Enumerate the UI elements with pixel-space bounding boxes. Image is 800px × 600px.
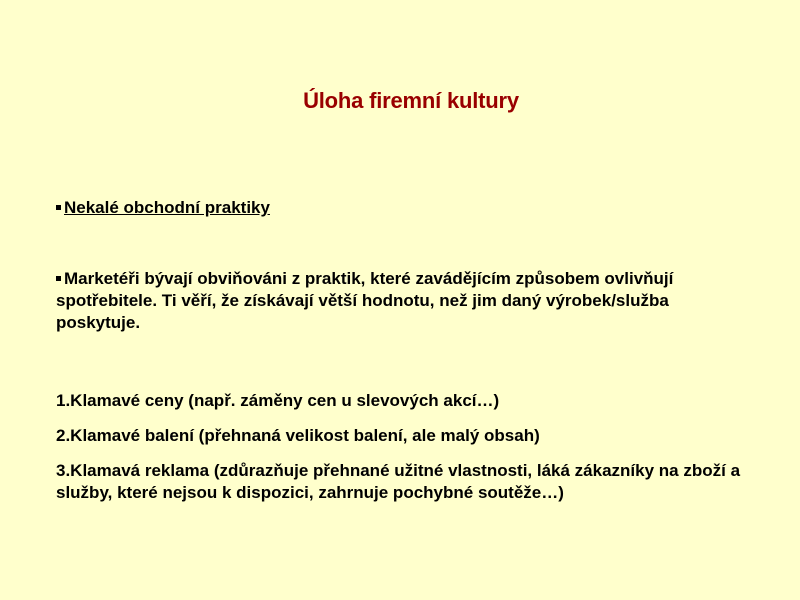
- list-item-1: 1.Klamavé ceny (např. záměny cen u slevových akcí…): [56, 391, 500, 410]
- intro-text: Marketéři bývají obviňováni z praktik, které zavádějícím způsobem ovlivňují spotřebitele. Ti věří, že získávají větší hodnotu, než jim daný výrobek/služba poskytuje.: [56, 269, 674, 332]
- section-heading: Nekalé obchodní praktiky: [64, 198, 270, 217]
- list-item-2: 2.Klamavé balení (přehnaná velikost balení, ale malý obsah): [56, 426, 540, 445]
- bullet-intro: [56, 268, 756, 334]
- bullet-section-heading: [56, 197, 756, 219]
- slide-title: Úloha firemní kultury: [303, 88, 519, 113]
- square-bullet-icon: [56, 276, 61, 281]
- square-bullet-icon: [56, 205, 61, 210]
- list-item-3: 3.Klamavá reklama (zdůrazňuje přehnané užitné vlastnosti, láká zákazníky na zboží a služby, které nejsou k dispozici, zahrnuje pochybné soutěže…): [56, 461, 741, 502]
